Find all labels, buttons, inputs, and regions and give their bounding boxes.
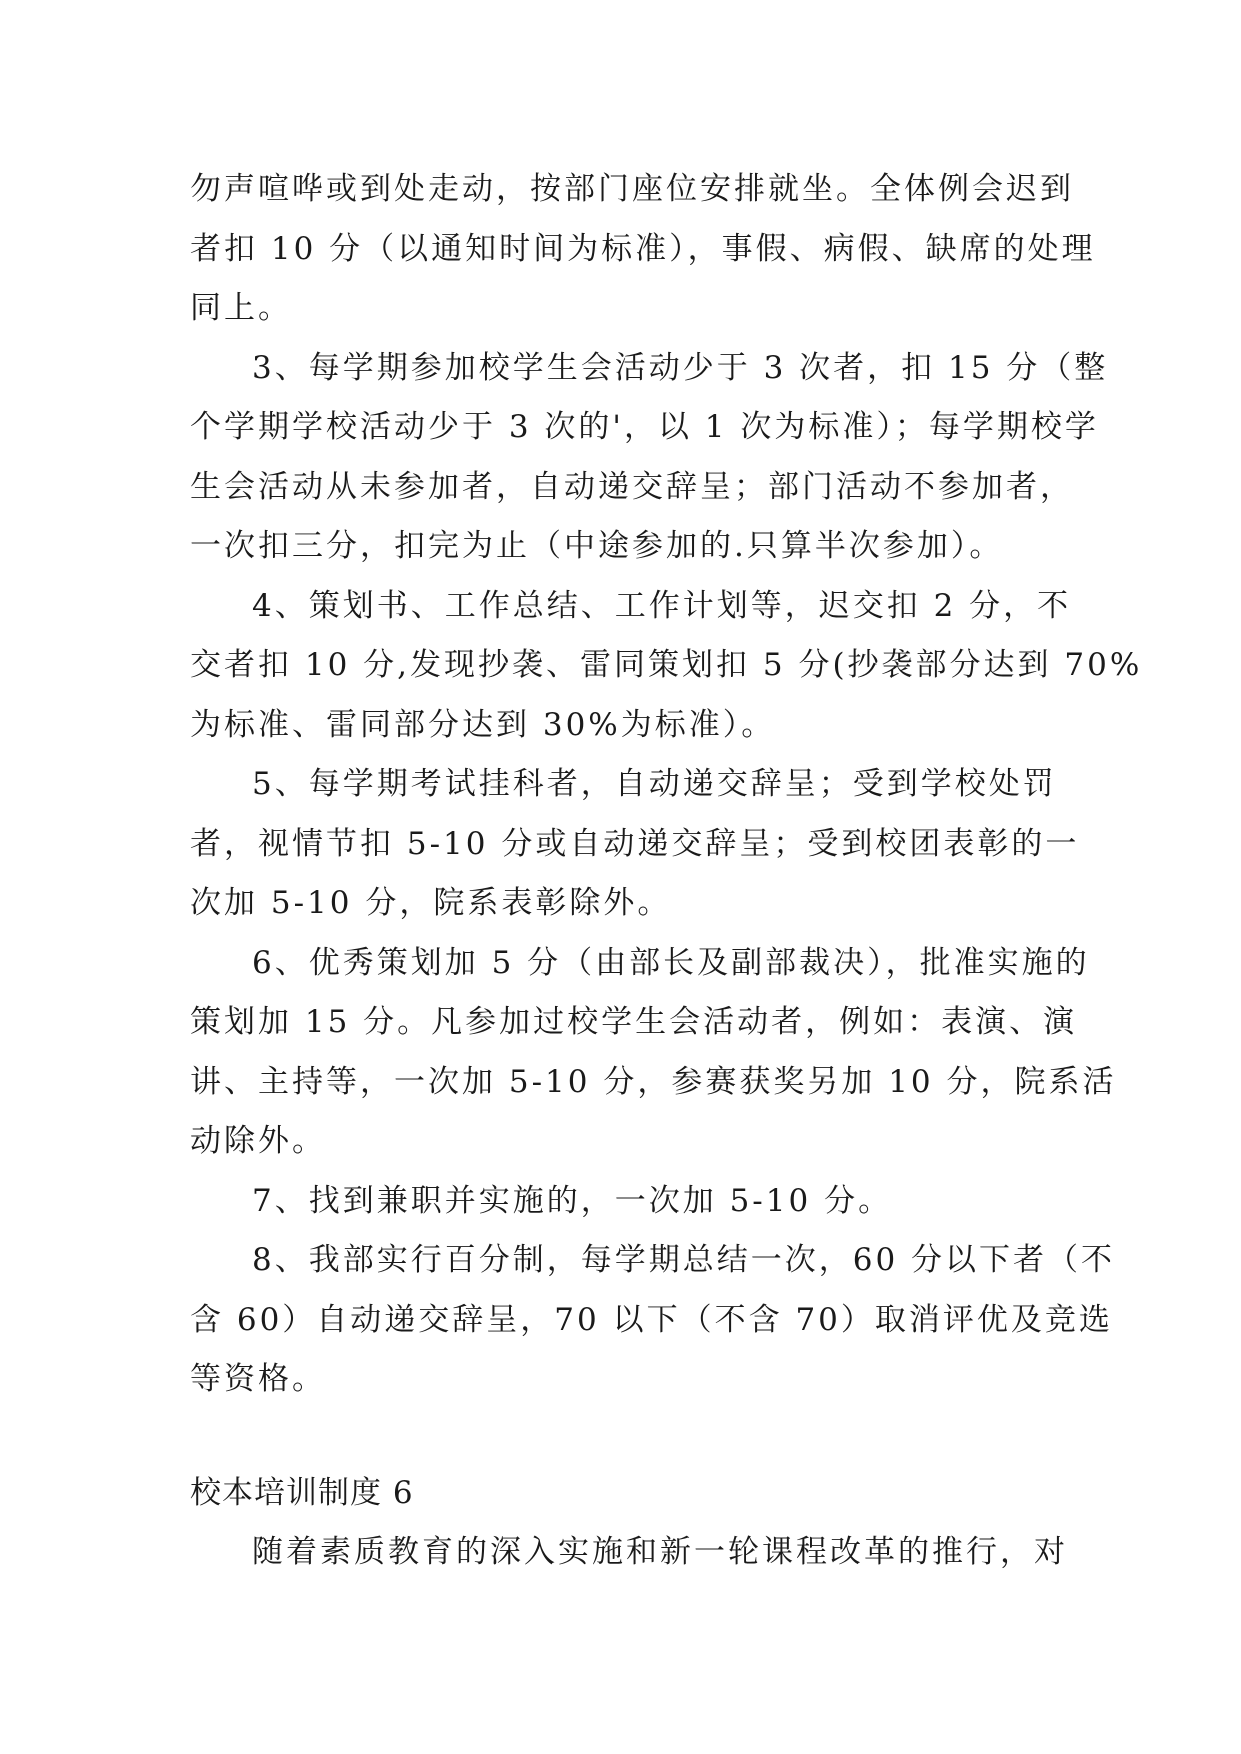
rules-line: 5、每学期考试挂科者，自动递交辞呈；受到学校处罚 bbox=[252, 766, 1057, 802]
rules-line: 次加 5-10 分，院系表彰除外。 bbox=[190, 885, 672, 921]
rules-line: 动除外。 bbox=[190, 1123, 326, 1159]
rules-line: 同上。 bbox=[190, 290, 292, 326]
document-body bbox=[190, 160, 1143, 1583]
intro-text-block bbox=[190, 1523, 1068, 1583]
rules-line: 3、每学期参加校学生会活动少于 3 次者，扣 15 分（整 bbox=[252, 349, 1109, 386]
rules-line: 者扣 10 分（以通知时间为标准），事假、病假、缺席的处理 bbox=[190, 230, 1096, 267]
rules-text-block bbox=[190, 160, 1143, 1410]
rules-line: 为标准、雷同部分达到 30%为标准）。 bbox=[190, 706, 776, 743]
rules-line: 交者扣 10 分,发现抄袭、雷同策划扣 5 分(抄袭部分达到 70% bbox=[190, 647, 1143, 683]
intro-line: 随着素质教育的深入实施和新一轮课程改革的推行，对 bbox=[252, 1534, 1068, 1570]
rules-line: 策划加 15 分。凡参加过校学生会活动者，例如：表演、演 bbox=[190, 1004, 1078, 1040]
rules-line: 生会活动从未参加者，自动递交辞呈；部门活动不参加者， bbox=[190, 468, 1074, 505]
rules-line: 7、找到兼职并实施的，一次加 5-10 分。 bbox=[252, 1182, 893, 1219]
rules-line: 6、优秀策划加 5 分（由部长及副部裁决），批准实施的 bbox=[252, 944, 1090, 981]
rules-line: 含 60）自动递交辞呈，70 以下（不含 70）取消评优及竞选 bbox=[190, 1301, 1113, 1338]
rules-line: 讲、主持等，一次加 5-10 分，参赛获奖另加 10 分，院系活 bbox=[190, 1063, 1117, 1100]
rules-line: 一次扣三分，扣完为止（中途参加的.只算半次参加）。 bbox=[190, 528, 1004, 564]
rules-line: 者，视情节扣 5-10 分或自动递交辞呈；受到校团表彰的一 bbox=[190, 825, 1080, 862]
section-spacer bbox=[190, 1410, 1050, 1464]
rules-line: 4、策划书、工作总结、工作计划等，迟交扣 2 分，不 bbox=[252, 587, 1072, 624]
rules-line: 勿声喧哗或到处走动，按部门座位安排就坐。全体例会迟到 bbox=[190, 171, 1074, 207]
rules-line: 等资格。 bbox=[190, 1361, 326, 1397]
rules-line: 个学期学校活动少于 3 次的'，以 1 次为标准）；每学期校学 bbox=[190, 409, 1099, 445]
section-heading: 校本培训制度 6 bbox=[190, 1474, 414, 1511]
rules-line: 8、我部实行百分制，每学期总结一次，60 分以下者（不 bbox=[252, 1242, 1116, 1278]
